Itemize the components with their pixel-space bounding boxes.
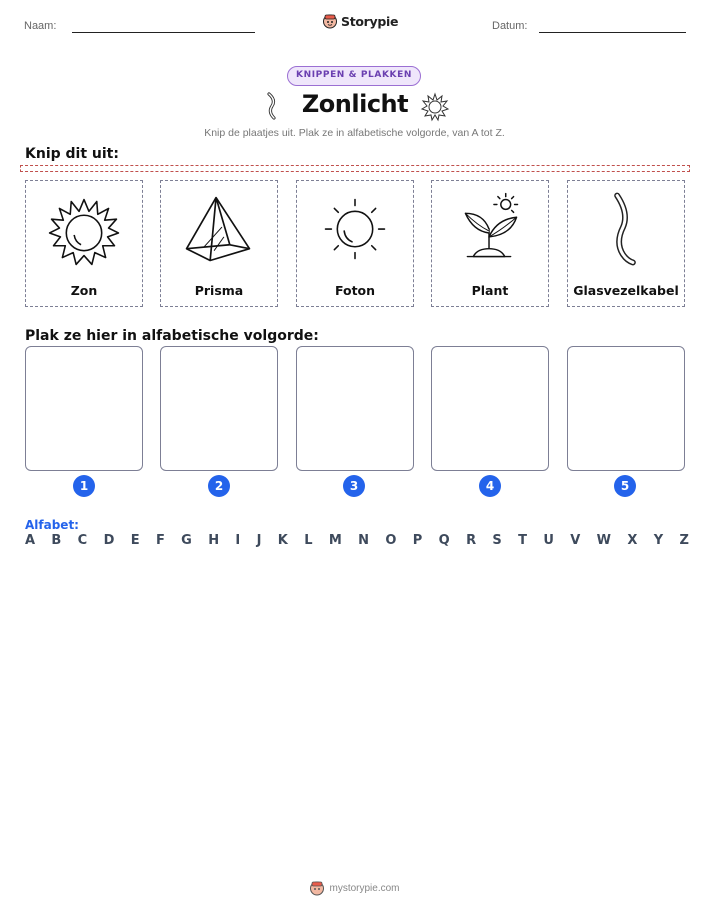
sun-title-icon — [420, 92, 450, 122]
cut-card-foton[interactable] — [296, 180, 414, 307]
alphabet-label: Alfabet: — [25, 518, 79, 532]
alphabet-letter: W — [596, 533, 612, 548]
alphabet-letter: H — [208, 533, 220, 548]
alphabet-letter: R — [466, 533, 477, 548]
alphabet-letter: A — [25, 533, 36, 548]
alphabet-letter: D — [103, 533, 115, 548]
paste-box-4[interactable] — [431, 346, 549, 471]
plant-icon — [432, 187, 548, 275]
alphabet-row — [25, 533, 689, 548]
alphabet-letter: B — [51, 533, 62, 548]
slot-number-2: 2 — [208, 475, 230, 497]
alphabet-letter: Y — [653, 533, 664, 548]
paste-box-3[interactable] — [296, 346, 414, 471]
fiber-cable-icon — [568, 187, 684, 275]
sun-icon — [26, 187, 142, 275]
prism-icon — [161, 187, 277, 275]
alphabet-letter: J — [256, 533, 262, 548]
paste-section-title: Plak ze hier in alfabetische volgorde: — [25, 328, 319, 344]
cut-card-zon[interactable] — [25, 180, 143, 307]
alphabet-letter: N — [358, 533, 370, 548]
brand-logo — [322, 13, 398, 29]
cut-line — [20, 165, 690, 172]
cut-card-prisma[interactable] — [160, 180, 278, 307]
slot-number-1: 1 — [73, 475, 95, 497]
cut-card-label: Glasvezelkabel — [573, 283, 679, 298]
paste-box-1[interactable] — [25, 346, 143, 471]
paste-box-2[interactable] — [160, 346, 278, 471]
alphabet-letter: S — [492, 533, 502, 548]
storypie-mascot-icon — [309, 880, 325, 896]
cut-card-label: Plant — [471, 283, 509, 298]
instructions: Knip de plaatjes uit. Plak ze in alfabetische volgorde, van A tot Z. — [204, 127, 505, 139]
date-label: Datum: — [492, 20, 528, 32]
name-label: Naam: — [24, 20, 57, 32]
footer — [0, 880, 709, 896]
cut-card-plant[interactable] — [431, 180, 549, 307]
alphabet-letter: Q — [438, 533, 450, 548]
date-line[interactable] — [539, 32, 686, 33]
alphabet-letter: F — [155, 533, 165, 548]
cut-section-title: Knip dit uit: — [25, 146, 119, 162]
alphabet-letter: X — [627, 533, 638, 548]
photon-icon — [297, 187, 413, 275]
alphabet-letter: Z — [679, 533, 689, 548]
slot-number-3: 3 — [343, 475, 365, 497]
fiber-squiggle-icon — [265, 92, 279, 120]
alphabet-letter: C — [77, 533, 88, 548]
slot-number-4: 4 — [479, 475, 501, 497]
alphabet-letter: P — [412, 533, 423, 548]
alphabet-letter: U — [543, 533, 554, 548]
alphabet-letter: L — [304, 533, 313, 548]
alphabet-letter: I — [235, 533, 241, 548]
cut-card-label: Foton — [334, 283, 376, 298]
alphabet-letter: V — [570, 533, 581, 548]
storypie-mascot-icon — [322, 13, 338, 29]
alphabet-letter: M — [328, 533, 342, 548]
activity-badge: KNIPPEN & PLAKKEN — [287, 66, 421, 86]
paste-box-5[interactable] — [567, 346, 685, 471]
alphabet-letter: O — [385, 533, 397, 548]
alphabet-letter: K — [277, 533, 288, 548]
alphabet-letter: T — [518, 533, 528, 548]
alphabet-letter: G — [181, 533, 192, 548]
cut-card-label: Prisma — [194, 283, 244, 298]
slot-number-5: 5 — [614, 475, 636, 497]
worksheet-title: Zonlicht — [301, 90, 409, 118]
name-line[interactable] — [72, 32, 255, 33]
footer-url: mystorypie.com — [329, 882, 400, 894]
alphabet-letter: E — [130, 533, 140, 548]
brand-name: Storypie — [341, 13, 399, 29]
cut-card-glasvezelkabel[interactable] — [567, 180, 685, 307]
cut-card-label: Zon — [70, 283, 98, 298]
